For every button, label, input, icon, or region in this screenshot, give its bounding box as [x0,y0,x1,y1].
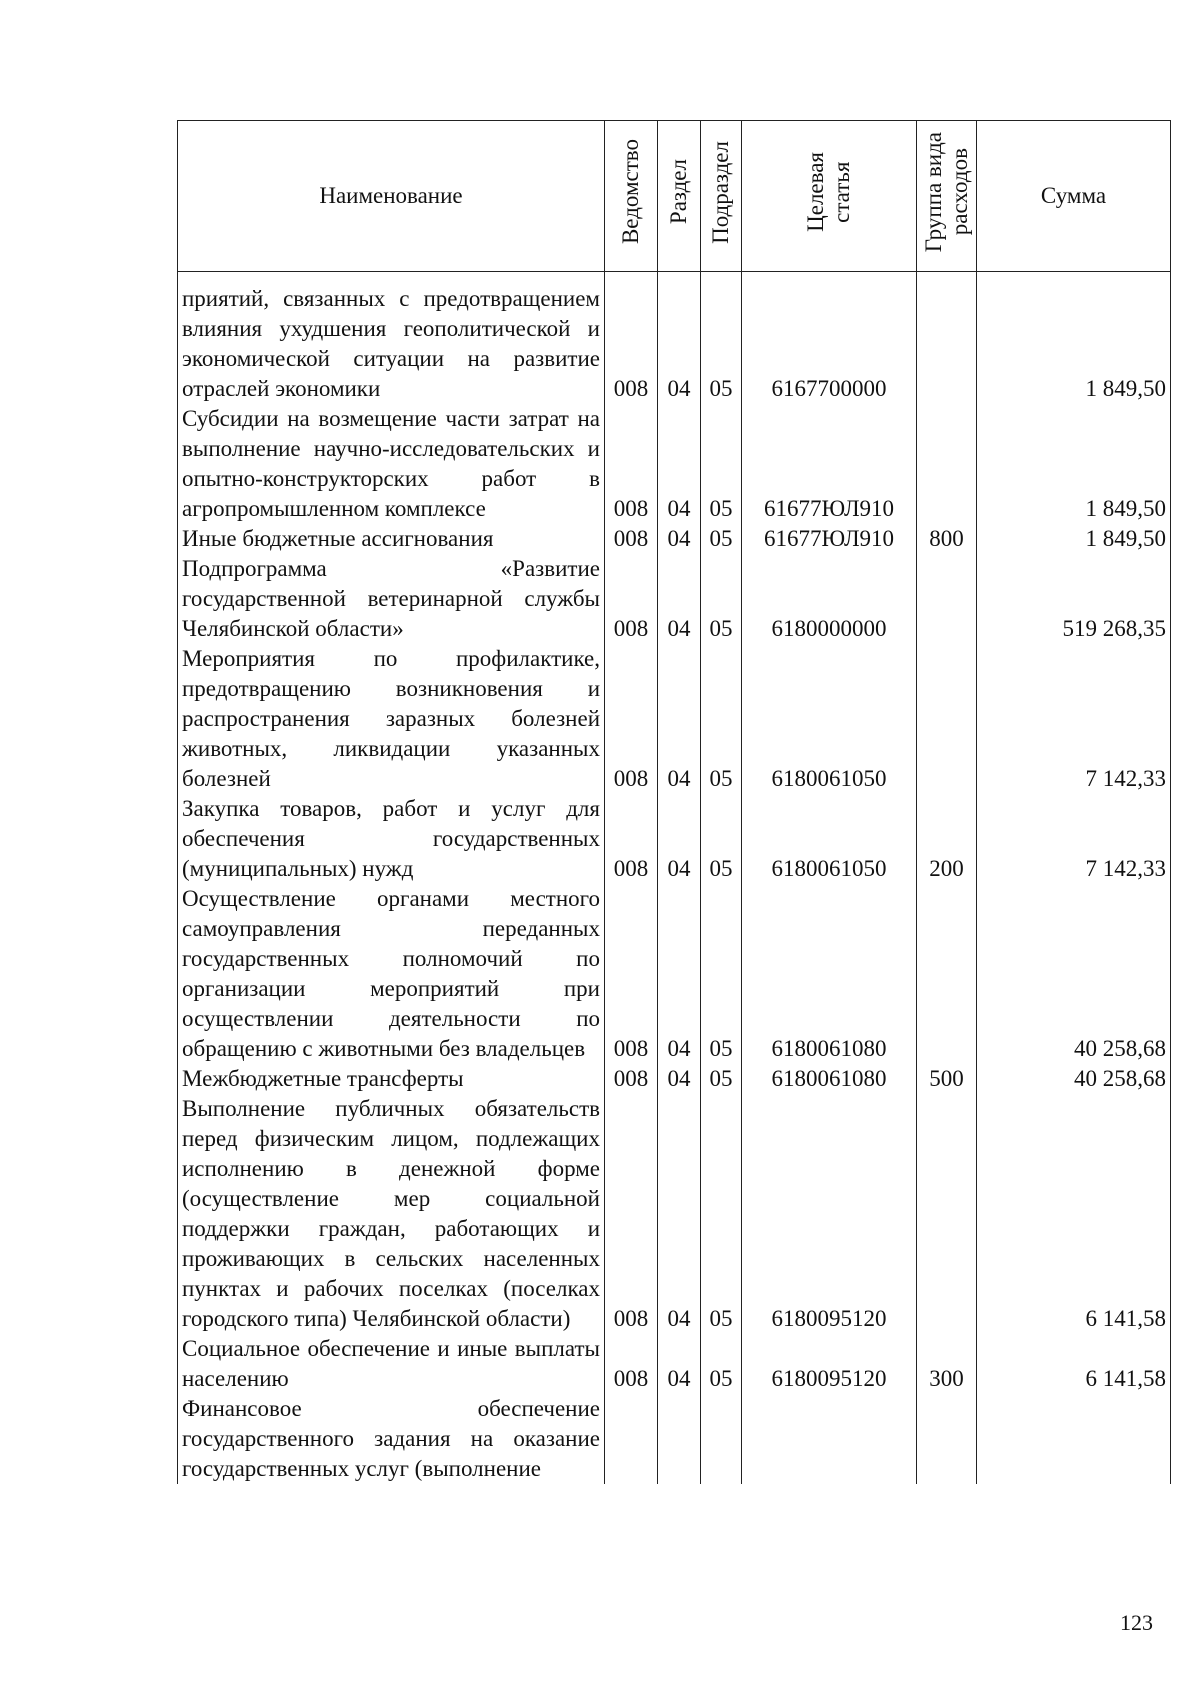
row-subsection: 05 [701,1094,742,1334]
row-sum: 1 849,50 [977,524,1171,554]
row-subsection: 05 [701,284,742,404]
row-sum: 6 141,58 [977,1334,1171,1394]
row-name: Осуществление органами местного самоуправления переданных государственных полномочий по организации мероприятий при осуществлении деятельности по обращению с животными без владельцев [178,884,605,1064]
row-name: Выполнение публичных обязательств перед физическим лицом, подлежащих исполнению в денежной форме (осуществление мер социальной поддержки граждан, работающих и проживающих в сельских населенных пунктах и рабочих поселках (поселках городского типа) Челябинской области) [178,1094,605,1334]
row-subsection: 05 [701,404,742,524]
header-group: Группа вида расходов [917,121,977,272]
page-number: 123 [1120,1610,1153,1635]
row-target: 6180061050 [742,794,917,884]
row-name: Социальное обеспечение и иные выплаты населению [178,1334,605,1394]
row-section: 04 [658,1094,701,1334]
row-dept: 008 [605,404,658,524]
table-row [178,284,1171,404]
table-row [178,1334,1171,1394]
row-target: 61677ЮЛ910 [742,524,917,554]
row-group [917,554,977,644]
row-section: 04 [658,794,701,884]
row-group [917,644,977,794]
row-sum: 519 268,35 [977,554,1171,644]
row-subsection: 05 [701,524,742,554]
row-name: Межбюджетные трансферты [178,1064,605,1094]
row-section: 04 [658,884,701,1064]
row-subsection: 05 [701,554,742,644]
row-sum: 40 258,68 [977,884,1171,1064]
table-row [178,884,1171,1064]
row-name: приятий, связанных с предотвращением влияния ухудшения геополитической и экономической ситуации на развитие отраслей экономики [178,284,605,404]
row-group: 500 [917,1064,977,1094]
row-name: Мероприятия по профилактике, предотвращению возникновения и распространения заразных болезней животных, ликвидации указанных болезней [178,644,605,794]
table-row [178,644,1171,794]
row-dept: 008 [605,554,658,644]
table-row [178,404,1171,524]
row-sum: 7 142,33 [977,794,1171,884]
row-name: Финансовое обеспечение государственного задания на оказание государственных услуг (выполнение [178,1394,605,1484]
table-row [178,554,1171,644]
row-section: 04 [658,284,701,404]
row-dept: 008 [605,794,658,884]
row-dept [605,1394,658,1484]
row-dept: 008 [605,1064,658,1094]
row-name: Субсидии на возмещение части затрат на выполнение научно-исследовательских и опытно-конструкторских работ в агропромышленном комплексе [178,404,605,524]
row-group [917,1394,977,1484]
row-target: 6180061050 [742,644,917,794]
row-target: 6180000000 [742,554,917,644]
table-row [178,1094,1171,1334]
header-sum: Сумма [977,121,1171,272]
row-sum: 1 849,50 [977,404,1171,524]
table-row [178,794,1171,884]
row-dept: 008 [605,1094,658,1334]
row-subsection: 05 [701,884,742,1064]
row-dept: 008 [605,644,658,794]
row-target: 6180095120 [742,1334,917,1394]
row-group [917,1094,977,1334]
row-group [917,284,977,404]
row-sum: 6 141,58 [977,1094,1171,1334]
row-name: Иные бюджетные ассигнования [178,524,605,554]
row-target: 6167700000 [742,284,917,404]
table-row [178,524,1171,554]
row-group [917,884,977,1064]
row-sum [977,1394,1171,1484]
row-dept: 008 [605,1334,658,1394]
row-name: Закупка товаров, работ и услуг для обеспечения государственных (муниципальных) нужд [178,794,605,884]
table-row [178,1064,1171,1094]
row-target: 6180061080 [742,1064,917,1094]
row-subsection: 05 [701,1064,742,1094]
row-subsection: 05 [701,794,742,884]
row-name: Подпрограмма «Развитие государственной ветеринарной службы Челябинской области» [178,554,605,644]
row-dept: 008 [605,284,658,404]
budget-table [177,120,1171,1484]
row-section: 04 [658,644,701,794]
row-section: 04 [658,1334,701,1394]
row-sum: 7 142,33 [977,644,1171,794]
row-group: 300 [917,1334,977,1394]
row-section [658,1394,701,1484]
row-subsection: 05 [701,1334,742,1394]
row-section: 04 [658,554,701,644]
row-group: 200 [917,794,977,884]
row-section: 04 [658,1064,701,1094]
header-dept: Ведомство [605,121,658,272]
row-dept: 008 [605,884,658,1064]
row-target [742,1394,917,1484]
row-section: 04 [658,524,701,554]
row-group [917,404,977,524]
row-sum: 40 258,68 [977,1064,1171,1094]
header-name: Наименование [178,121,605,272]
row-dept: 008 [605,524,658,554]
table-header-row [178,121,1171,272]
row-target: 61677ЮЛ910 [742,404,917,524]
header-subsection: Подраздел [701,121,742,272]
row-sum: 1 849,50 [977,284,1171,404]
header-section: Раздел [658,121,701,272]
row-target: 6180095120 [742,1094,917,1334]
row-subsection [701,1394,742,1484]
row-group: 800 [917,524,977,554]
row-subsection: 05 [701,644,742,794]
spacer-row [178,272,1171,285]
row-target: 6180061080 [742,884,917,1064]
row-section: 04 [658,404,701,524]
header-target: Целевая статья [742,121,917,272]
table-row [178,1394,1171,1484]
